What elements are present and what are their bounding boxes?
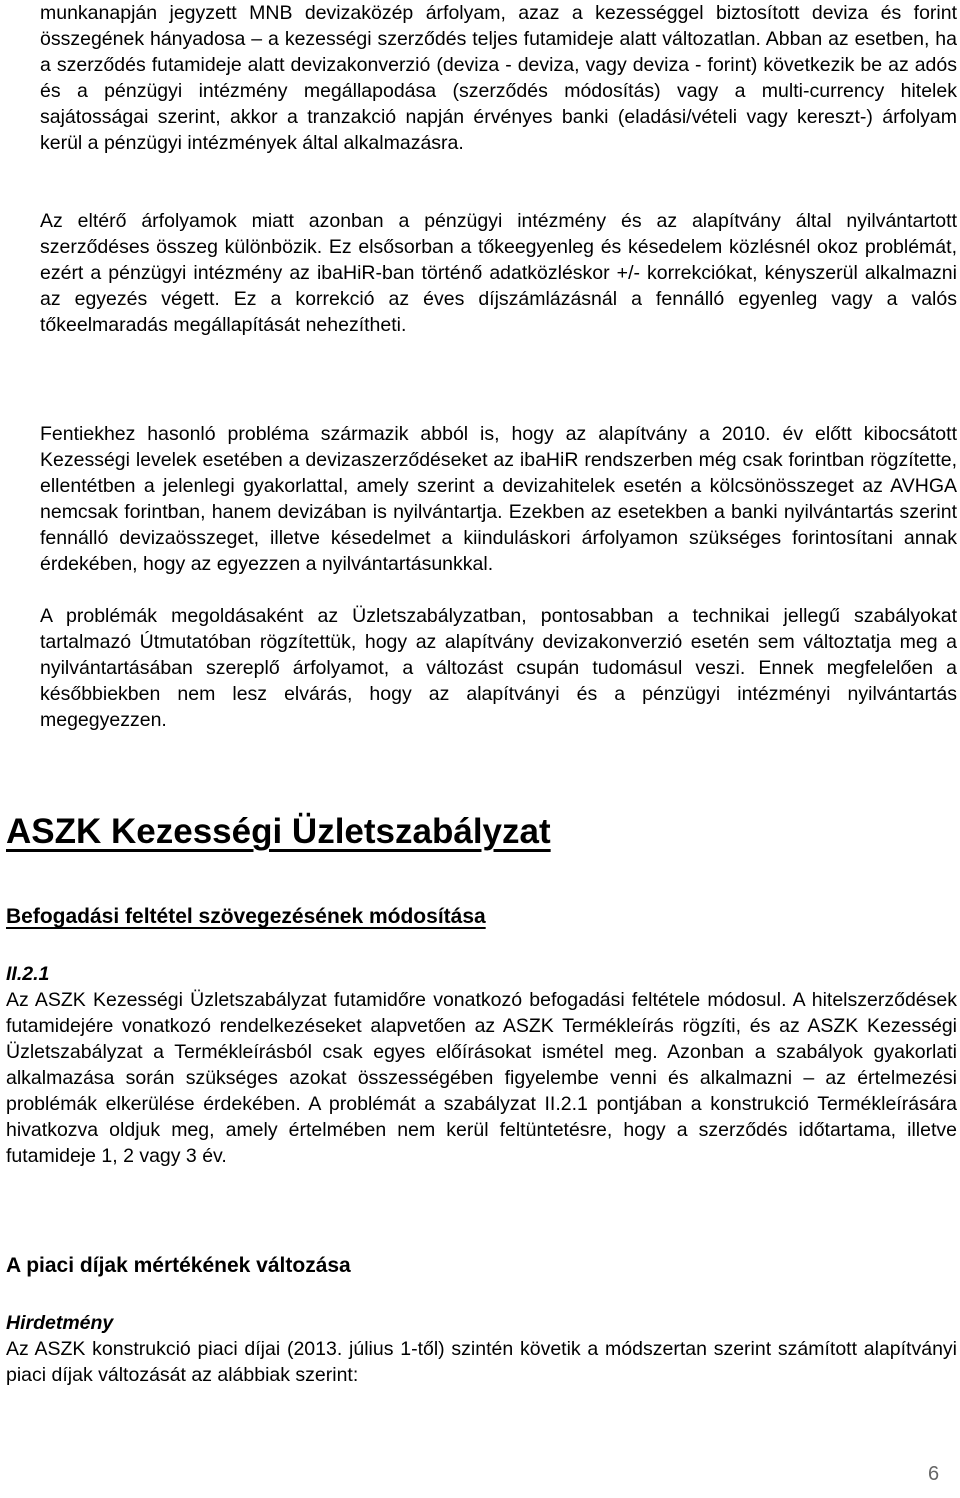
section-heading-acceptance: Befogadási feltétel szövegezésének módosítása xyxy=(6,905,486,928)
page-title: ASZK Kezességi Üzletszabályzat xyxy=(6,812,551,851)
section-heading-market-fees: A piaci díjak mértékének változása xyxy=(6,1254,351,1277)
paragraph-pre-2010-letters: Fentiekhez hasonló probléma származik abból is, hogy az alapítvány a 2010. év előtt kibocsátott Kezességi levelek esetében a devizaszerződéseket az ibaHiR rendszerben még csak forintban rögzítette, ellentétben a jelenlegi gyakorlattal, amely szerint a devizahitelek esetén a kölcsönösszeget az AVHGA nemcsak forintban, hanem devizában is nyilvántartja. Ezekben az esetekben a banki nyilvántartás szerint fennálló devizaösszeget, illetve késedelmet a kiinduláskori árfolyamon szükséges forintosítani annak érdekében, hogy az egyezzen a nyilvántartásunkkal. xyxy=(40,423,957,575)
section-reference-label: II.2.1 xyxy=(6,963,50,985)
paragraph-exchange-rate: munkanapján jegyzett MNB devizaközép árfolyam, azaz a kezességgel biztosított deviza és forint összegének hányadosa – a kezességi szerződés teljes futamideje alatt változatlan. Abban az esetben, ha a szerződés futamideje alatt devizakonverzió (deviza - deviza, vagy deviza - forint) következik be az adós és a pénzügyi intézmény megállapodása (szerződés módosítás) vagy a multi-currency hitelek sajátosságai szerint, akkor a tranzakció napján érvényes banki (eladási/vételi vagy kereszt-) árfolyam kerül a pénzügyi intézmények által alkalmazásra. xyxy=(40,2,957,154)
paragraph-rate-difference: Az eltérő árfolyamok miatt azonban a pénzügyi intézmény és az alapítvány által nyilvántartott szerződéses összeg különbözik. Ez elsősorban a tőkeegyenleg és késedelem közlésnél okoz problémát, ezért a pénzügyi intézmény az ibaHiR-ban történő adatközléskor +/- korrekciókat, kényszerül alkalmazni az egyezés végett. Ez a korrekció az éves díjszámlázásnál a fennálló egyenleg vagy a valós tőkeelmaradás megállapítását nehezítheti. xyxy=(40,210,957,336)
paragraph-market-fees: Az ASZK konstrukció piaci díjai (2013. július 1-től) szintén követik a módszertan szerint számított alapítványi piaci díjak változását az alábbiak szerint: xyxy=(6,1338,957,1386)
page-number: 6 xyxy=(928,1463,940,1485)
paragraph-solution: A problémák megoldásaként az Üzletszabályzatban, pontosabban a technikai jellegű szabályokat tartalmazó Útmutatóban rögzítettük, hogy az alapítvány devizakonverzió esetén sem változtatja meg a nyilvántartásában szereplő árfolyamot, a változást csupán tudomásul veszi. Ennek megfelelően a későbbiekben nem lesz elvárás, hogy az alapítványi és a pénzügyi intézményi nyilvántartás megegyezzen. xyxy=(40,605,957,731)
paragraph-term-condition: Az ASZK Kezességi Üzletszabályzat futamidőre vonatkozó befogadási feltétele módosul. A hitelszerződések futamidejére vonatkozó rendelkezéseket alapvetően az ASZK Termékleírás rögzíti, és az ASZK Kezességi Üzletszabályzat a Termékleírásból csak egyes előírásokat ismétel meg. Azonban a szabályok gyakorlati alkalmazása során szükséges azokat összességében figyelembe venni és alkalmazni – az értelmezési problémák elkerülése érdekében. A problémát a szabályzat II.2.1 pontjában a konstrukció Termékleírására hivatkozva oldjuk meg, amely értelmében nem kerül feltüntetésre, hogy a szerződés időtartama, illetve futamideje 1, 2 vagy 3 év. xyxy=(6,989,957,1167)
announcement-label: Hirdetmény xyxy=(6,1312,114,1334)
